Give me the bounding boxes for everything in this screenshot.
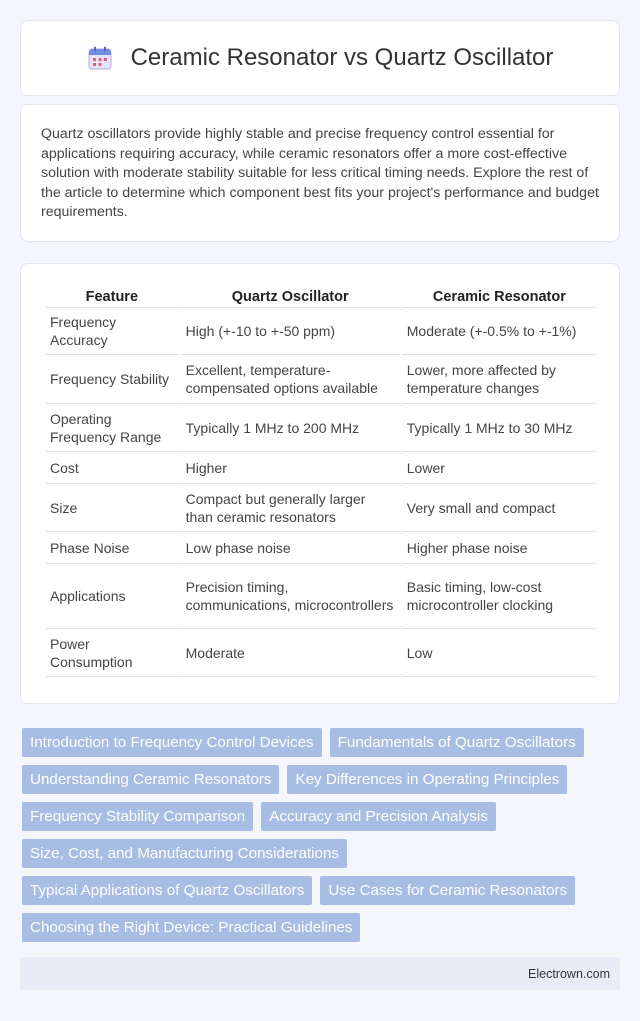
table-row [45, 484, 597, 532]
table-cell: Higher [181, 452, 400, 484]
tag-link[interactable]: Understanding Ceramic Resonators [22, 765, 279, 794]
tag-link[interactable]: Frequency Stability Comparison [22, 802, 253, 831]
tag-link[interactable]: Introduction to Frequency Control Devices [22, 728, 322, 757]
table-cell: Operating Frequency Range [45, 404, 179, 452]
tag-link[interactable]: Fundamentals of Quartz Oscillators [330, 728, 584, 757]
table-header-row [45, 286, 597, 308]
table-cell: Low [402, 629, 597, 677]
table-cell: Typically 1 MHz to 30 MHz [402, 404, 597, 452]
title-card [20, 20, 620, 96]
table-cell: Applications [45, 564, 179, 629]
tag-link[interactable]: Choosing the Right Device: Practical Guidelines [22, 913, 360, 942]
table-cell: Cost [45, 452, 179, 484]
table-cell: Moderate (+-0.5% to +-1%) [402, 308, 597, 355]
table-cell: Low phase noise [181, 532, 400, 564]
table-cell: Compact but generally larger than ceramic resonators [181, 484, 400, 532]
column-header: Feature [45, 286, 179, 308]
table-cell: Precision timing, communications, microcontrollers [181, 564, 400, 629]
comparison-table [43, 286, 599, 677]
footer [20, 957, 620, 990]
table-cell: Frequency Accuracy [45, 308, 179, 355]
intro-card [20, 104, 620, 242]
tag-link[interactable]: Use Cases for Ceramic Resonators [320, 876, 575, 905]
table-cell: Excellent, temperature-compensated options available [181, 355, 400, 404]
table-cell: High (+-10 to +-50 ppm) [181, 308, 400, 355]
column-header: Ceramic Resonator [402, 286, 597, 308]
table-cell: Phase Noise [45, 532, 179, 564]
table-cell: Typically 1 MHz to 200 MHz [181, 404, 400, 452]
table-cell: Lower, more affected by temperature changes [402, 355, 597, 404]
table-row [45, 355, 597, 404]
page-title: Ceramic Resonator vs Quartz Oscillator [130, 44, 554, 71]
table-cell: Basic timing, low-cost microcontroller clocking [402, 564, 597, 629]
table-row [45, 452, 597, 484]
table-cell: Lower [402, 452, 597, 484]
tag-link[interactable]: Accuracy and Precision Analysis [261, 802, 496, 831]
tag-link[interactable]: Key Differences in Operating Principles [287, 765, 567, 794]
footer-site-link[interactable]: Electrown.com [528, 966, 610, 981]
topic-tags [22, 728, 622, 950]
table-cell: Size [45, 484, 179, 532]
table-cell: Power Consumption [45, 629, 179, 677]
tag-link[interactable]: Typical Applications of Quartz Oscillators [22, 876, 312, 905]
table-row [45, 564, 597, 629]
intro-text: Quartz oscillators provide highly stable and precise frequency control essential for applications requiring accuracy, while ceramic resonators offer a more cost-effective solution with moderate stability suitable for less critical timing needs. Explore the rest of the article to determine which component best fits your project's performance and budget requirements. [41, 126, 599, 221]
table-cell: Frequency Stability [45, 355, 179, 404]
table-cell: Moderate [181, 629, 400, 677]
tag-link[interactable]: Size, Cost, and Manufacturing Considerations [22, 839, 347, 868]
table-cell: Very small and compact [402, 484, 597, 532]
table-row [45, 532, 597, 564]
table-row [45, 308, 597, 355]
table-row [45, 404, 597, 452]
table-row [45, 629, 597, 677]
column-header: Quartz Oscillator [181, 286, 400, 308]
comparison-table-card [20, 263, 620, 704]
calendar-icon [87, 45, 113, 71]
table-cell: Higher phase noise [402, 532, 597, 564]
